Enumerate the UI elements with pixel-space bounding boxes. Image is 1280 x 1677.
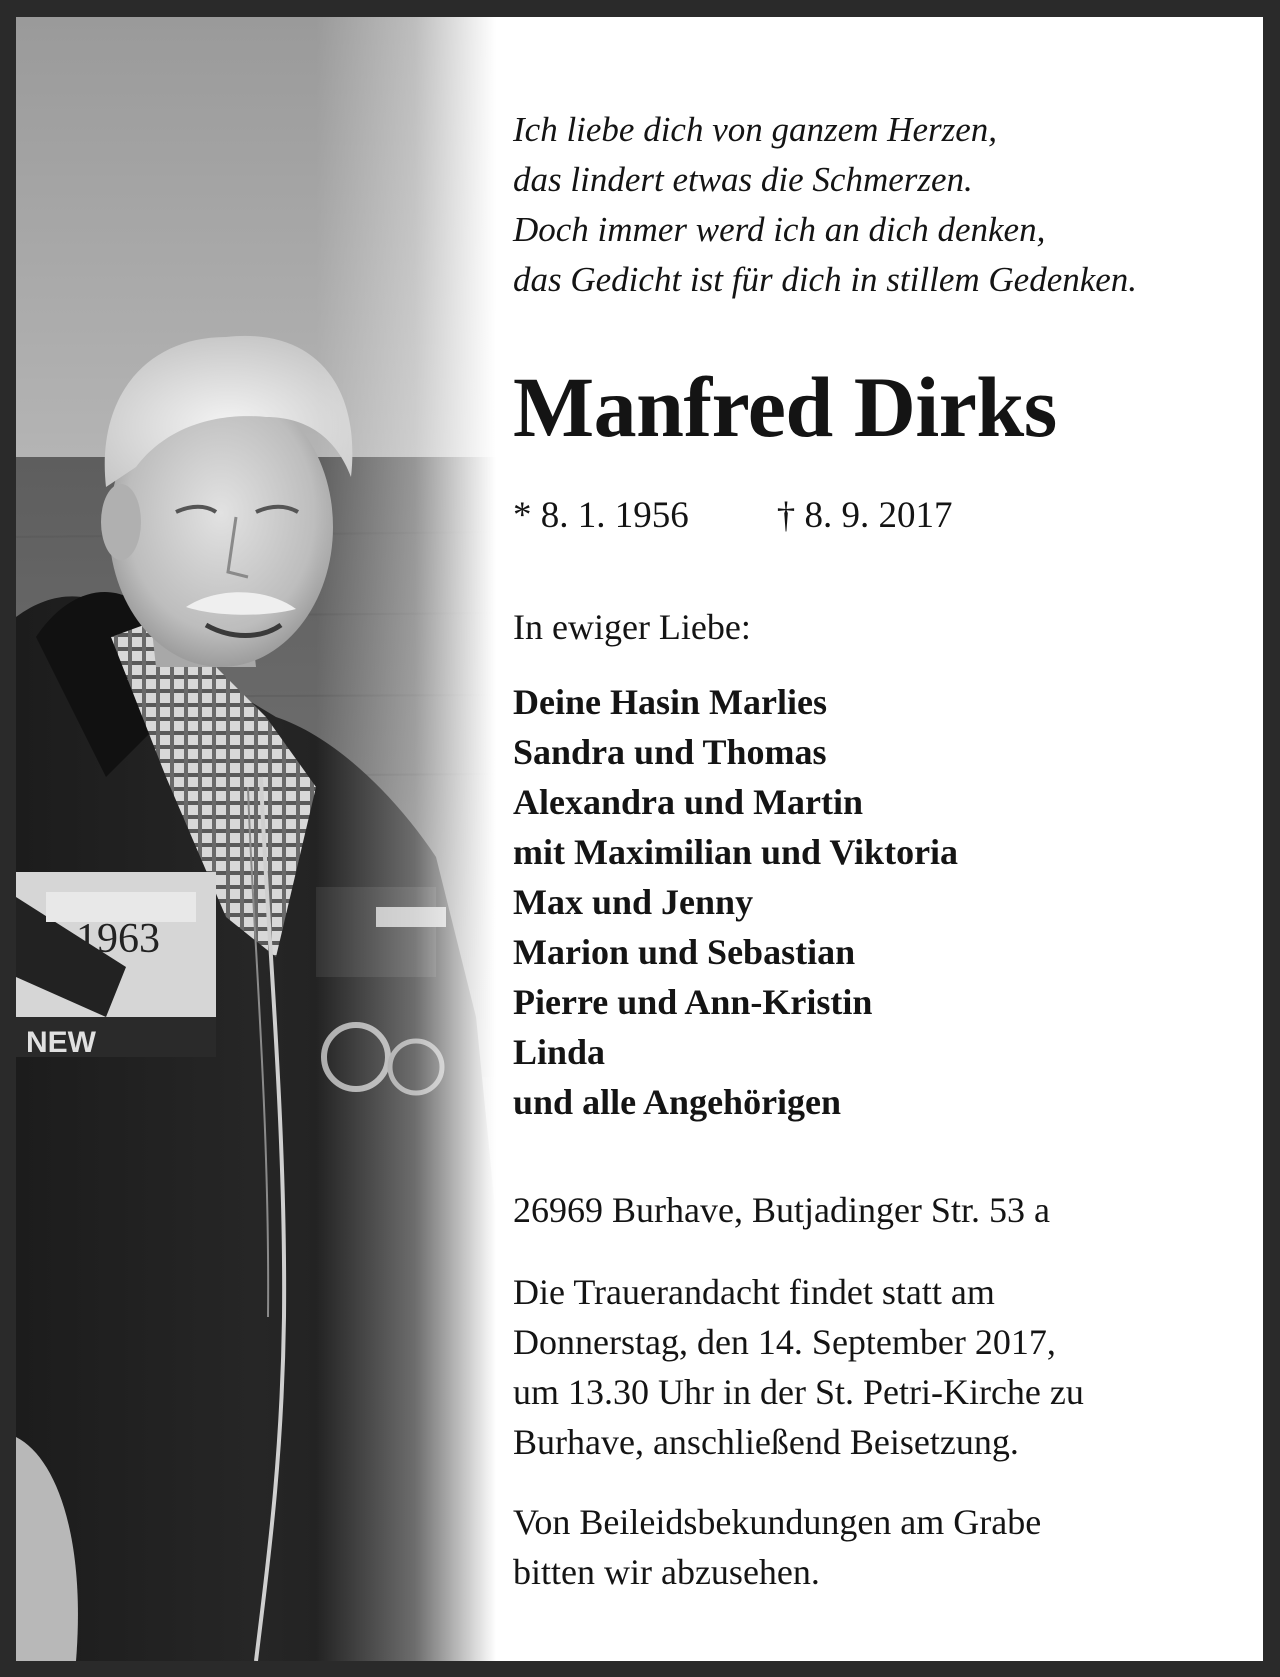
mourner-name: Deine Hasin Marlies xyxy=(513,682,827,722)
mourner-name: Marion und Sebastian xyxy=(513,932,856,972)
birth-date: * 8. 1. 1956 xyxy=(513,495,689,536)
svg-text:1963: 1963 xyxy=(76,916,160,962)
mourner-name: Alexandra und Martin xyxy=(513,782,864,822)
ceremony-details xyxy=(513,1267,1084,1467)
request-line: Von Beileidsbekundungen am Grabe xyxy=(513,1502,1042,1542)
svg-text:NEW: NEW xyxy=(26,1026,96,1059)
mourner-name: Pierre und Ann-Kristin xyxy=(513,982,873,1022)
portrait-photo xyxy=(16,17,496,1661)
condolence-request xyxy=(513,1497,1041,1597)
request-line: bitten wir abzusehen. xyxy=(513,1552,820,1592)
mourner-name: Sandra und Thomas xyxy=(513,732,827,772)
ceremony-line: um 13.30 Uhr in der St. Petri-Kirche zu xyxy=(513,1372,1084,1412)
life-dates xyxy=(513,491,953,541)
jacket-patch-left xyxy=(16,872,216,1059)
deceased-name: Manfred Dirks xyxy=(513,359,1057,455)
poem-line: Ich liebe dich von ganzem Herzen, xyxy=(513,110,998,149)
obituary-notice xyxy=(16,17,1263,1661)
poem-line: Doch immer werd ich an dich denken, xyxy=(513,210,1046,249)
mourner-name: mit Maximilian und Viktoria xyxy=(513,832,959,872)
ceremony-line: Donnerstag, den 14. September 2017, xyxy=(513,1322,1056,1362)
ceremony-line: Burhave, anschließend Beisetzung. xyxy=(513,1422,1019,1462)
mourner-name: und alle Angehörigen xyxy=(513,1082,842,1122)
mourners-intro: In ewiger Liebe: xyxy=(513,607,751,647)
mourners-list xyxy=(513,677,958,1127)
death-date: † 8. 9. 2017 xyxy=(776,495,953,536)
memorial-poem xyxy=(513,105,1137,305)
mourner-name: Max und Jenny xyxy=(513,882,754,922)
mourner-name: Linda xyxy=(513,1032,606,1072)
poem-line: das lindert etwas die Schmerzen. xyxy=(513,160,973,199)
poem-line: das Gedicht ist für dich in stillem Gedenken. xyxy=(513,260,1138,299)
ceremony-line: Die Trauerandacht findet statt am xyxy=(513,1272,995,1312)
family-address: 26969 Burhave, Butjadinger Str. 53 a xyxy=(513,1190,1050,1230)
